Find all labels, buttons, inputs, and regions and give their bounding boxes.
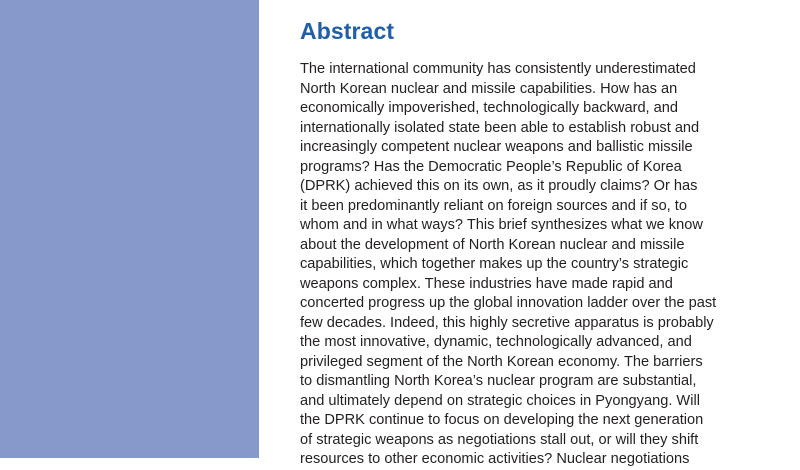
sidebar-color-band xyxy=(0,0,259,458)
abstract-line: economically impoverished, technologically backward, and xyxy=(300,100,679,116)
abstract-body xyxy=(300,60,716,470)
abstract-line: and ultimately depend on strategic choices in Pyongyang. Will xyxy=(300,392,700,409)
abstract-line: (DPRK) achieved this on its own, as it proudly claims? Or has xyxy=(300,178,698,194)
abstract-line: to dismantling North Korea’s nuclear program are substantial, xyxy=(300,373,697,389)
abstract-line: it been predominantly reliant on foreign sources and if so, to xyxy=(300,197,687,214)
abstract-line: The international community has consistently underestimated xyxy=(300,61,696,77)
abstract-line: the most innovative, dynamic, technologically advanced, and xyxy=(300,334,692,350)
abstract-line: about the development of North Korean nuclear and missile xyxy=(300,236,685,253)
abstract-line: the DPRK continue to focus on developing the next generation xyxy=(300,412,704,428)
abstract-line: increasingly competent nuclear weapons and ballistic missile xyxy=(300,139,693,155)
abstract-heading: Abstract xyxy=(300,18,395,44)
abstract-line: concerted progress up the global innovation ladder over the past xyxy=(300,295,717,311)
abstract-line: privileged segment of the North Korean economy. The barriers xyxy=(300,353,703,370)
abstract-line: weapons complex. These industries have made rapid and xyxy=(300,275,673,292)
abstract-line: resources to other economic activities? Nuclear negotiations xyxy=(300,451,690,467)
abstract-line: North Korean nuclear and missile capabilities. How has an xyxy=(300,80,678,97)
abstract-line: programs? Has the Democratic People’s Republic of Korea xyxy=(300,158,682,175)
abstract-line: few decades. Indeed, this highly secretive apparatus is probably xyxy=(300,314,714,331)
abstract-line: of strategic weapons as negotiations stall out, or will they shift xyxy=(300,431,699,448)
abstract-line: whom and in what ways? This brief synthesizes what we know xyxy=(300,217,703,233)
abstract-line: internationally isolated state been able to establish robust and xyxy=(300,119,700,136)
abstract-line: capabilities, which together makes up the country’s strategic xyxy=(300,256,689,272)
